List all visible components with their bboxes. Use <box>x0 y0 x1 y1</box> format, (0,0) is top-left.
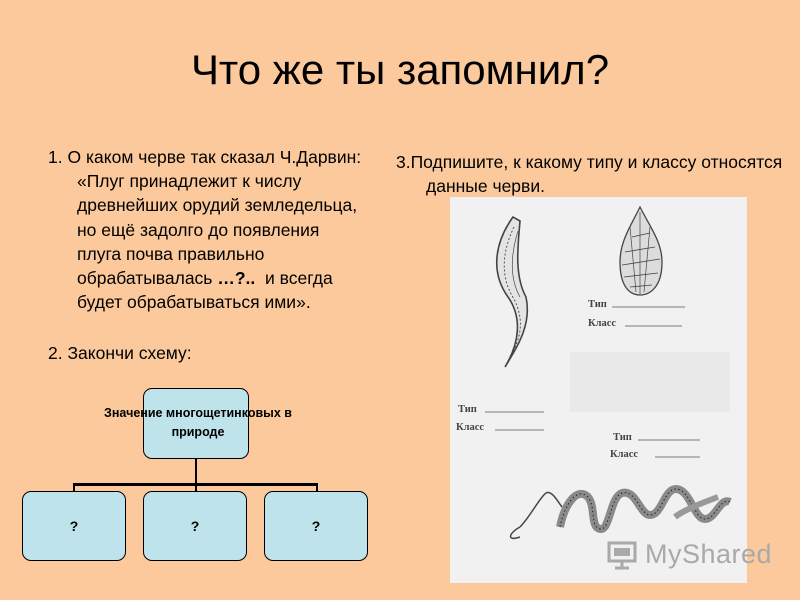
question-1-number: 1. <box>48 147 63 167</box>
label-type-2: Тип <box>458 404 477 415</box>
scheme-leaf-1: ? <box>22 491 126 561</box>
scheme-connector-right <box>316 483 318 491</box>
worm-pictures-panel <box>450 197 747 583</box>
scheme-connector-left <box>73 483 75 491</box>
roundworm-illustration <box>497 217 528 367</box>
question-1-text: О каком черве так сказал Ч.Дарвин: «Плуг принадлежит к числу древнейших орудий земледельца, но ещё задолго до появления плуга почва правильно обрабатывалась <box>67 147 362 289</box>
label-class-1: Класс <box>588 318 617 329</box>
label-class-2: Класс <box>456 422 485 433</box>
question-2: 2. Закончи схему: <box>48 343 192 363</box>
question-1 <box>48 145 368 314</box>
label-type-3: Тип <box>613 432 632 443</box>
label-type-1: Тип <box>588 299 607 310</box>
earthworm-illustration <box>511 489 730 538</box>
panel-shade <box>570 352 730 412</box>
question-1-text-end: и всегда будет обрабатываться ими». <box>77 268 333 313</box>
question-1-paragraph <box>48 145 368 314</box>
watermark-logo <box>606 537 772 571</box>
scheme-connector-vertical <box>195 459 197 484</box>
label-class-3: Класс <box>610 449 639 460</box>
scheme-leaf-2: ? <box>143 491 247 561</box>
scheme-root-label: Значение многощетинковых в природе <box>104 406 292 439</box>
slide-title: Что же ты запомнил? <box>190 46 610 93</box>
scheme-connector-middle <box>195 483 197 491</box>
question-3: 3.Подпишите, к какому типу и классу относятся данные черви. <box>396 152 783 196</box>
worm-illustrations <box>450 197 747 583</box>
scheme-leaf-3: ? <box>264 491 368 561</box>
watermark-text: MyShared <box>645 538 773 569</box>
cocoon-illustration <box>620 207 662 295</box>
projector-icon <box>606 537 640 571</box>
question-1-blank: …?.. <box>217 268 256 289</box>
